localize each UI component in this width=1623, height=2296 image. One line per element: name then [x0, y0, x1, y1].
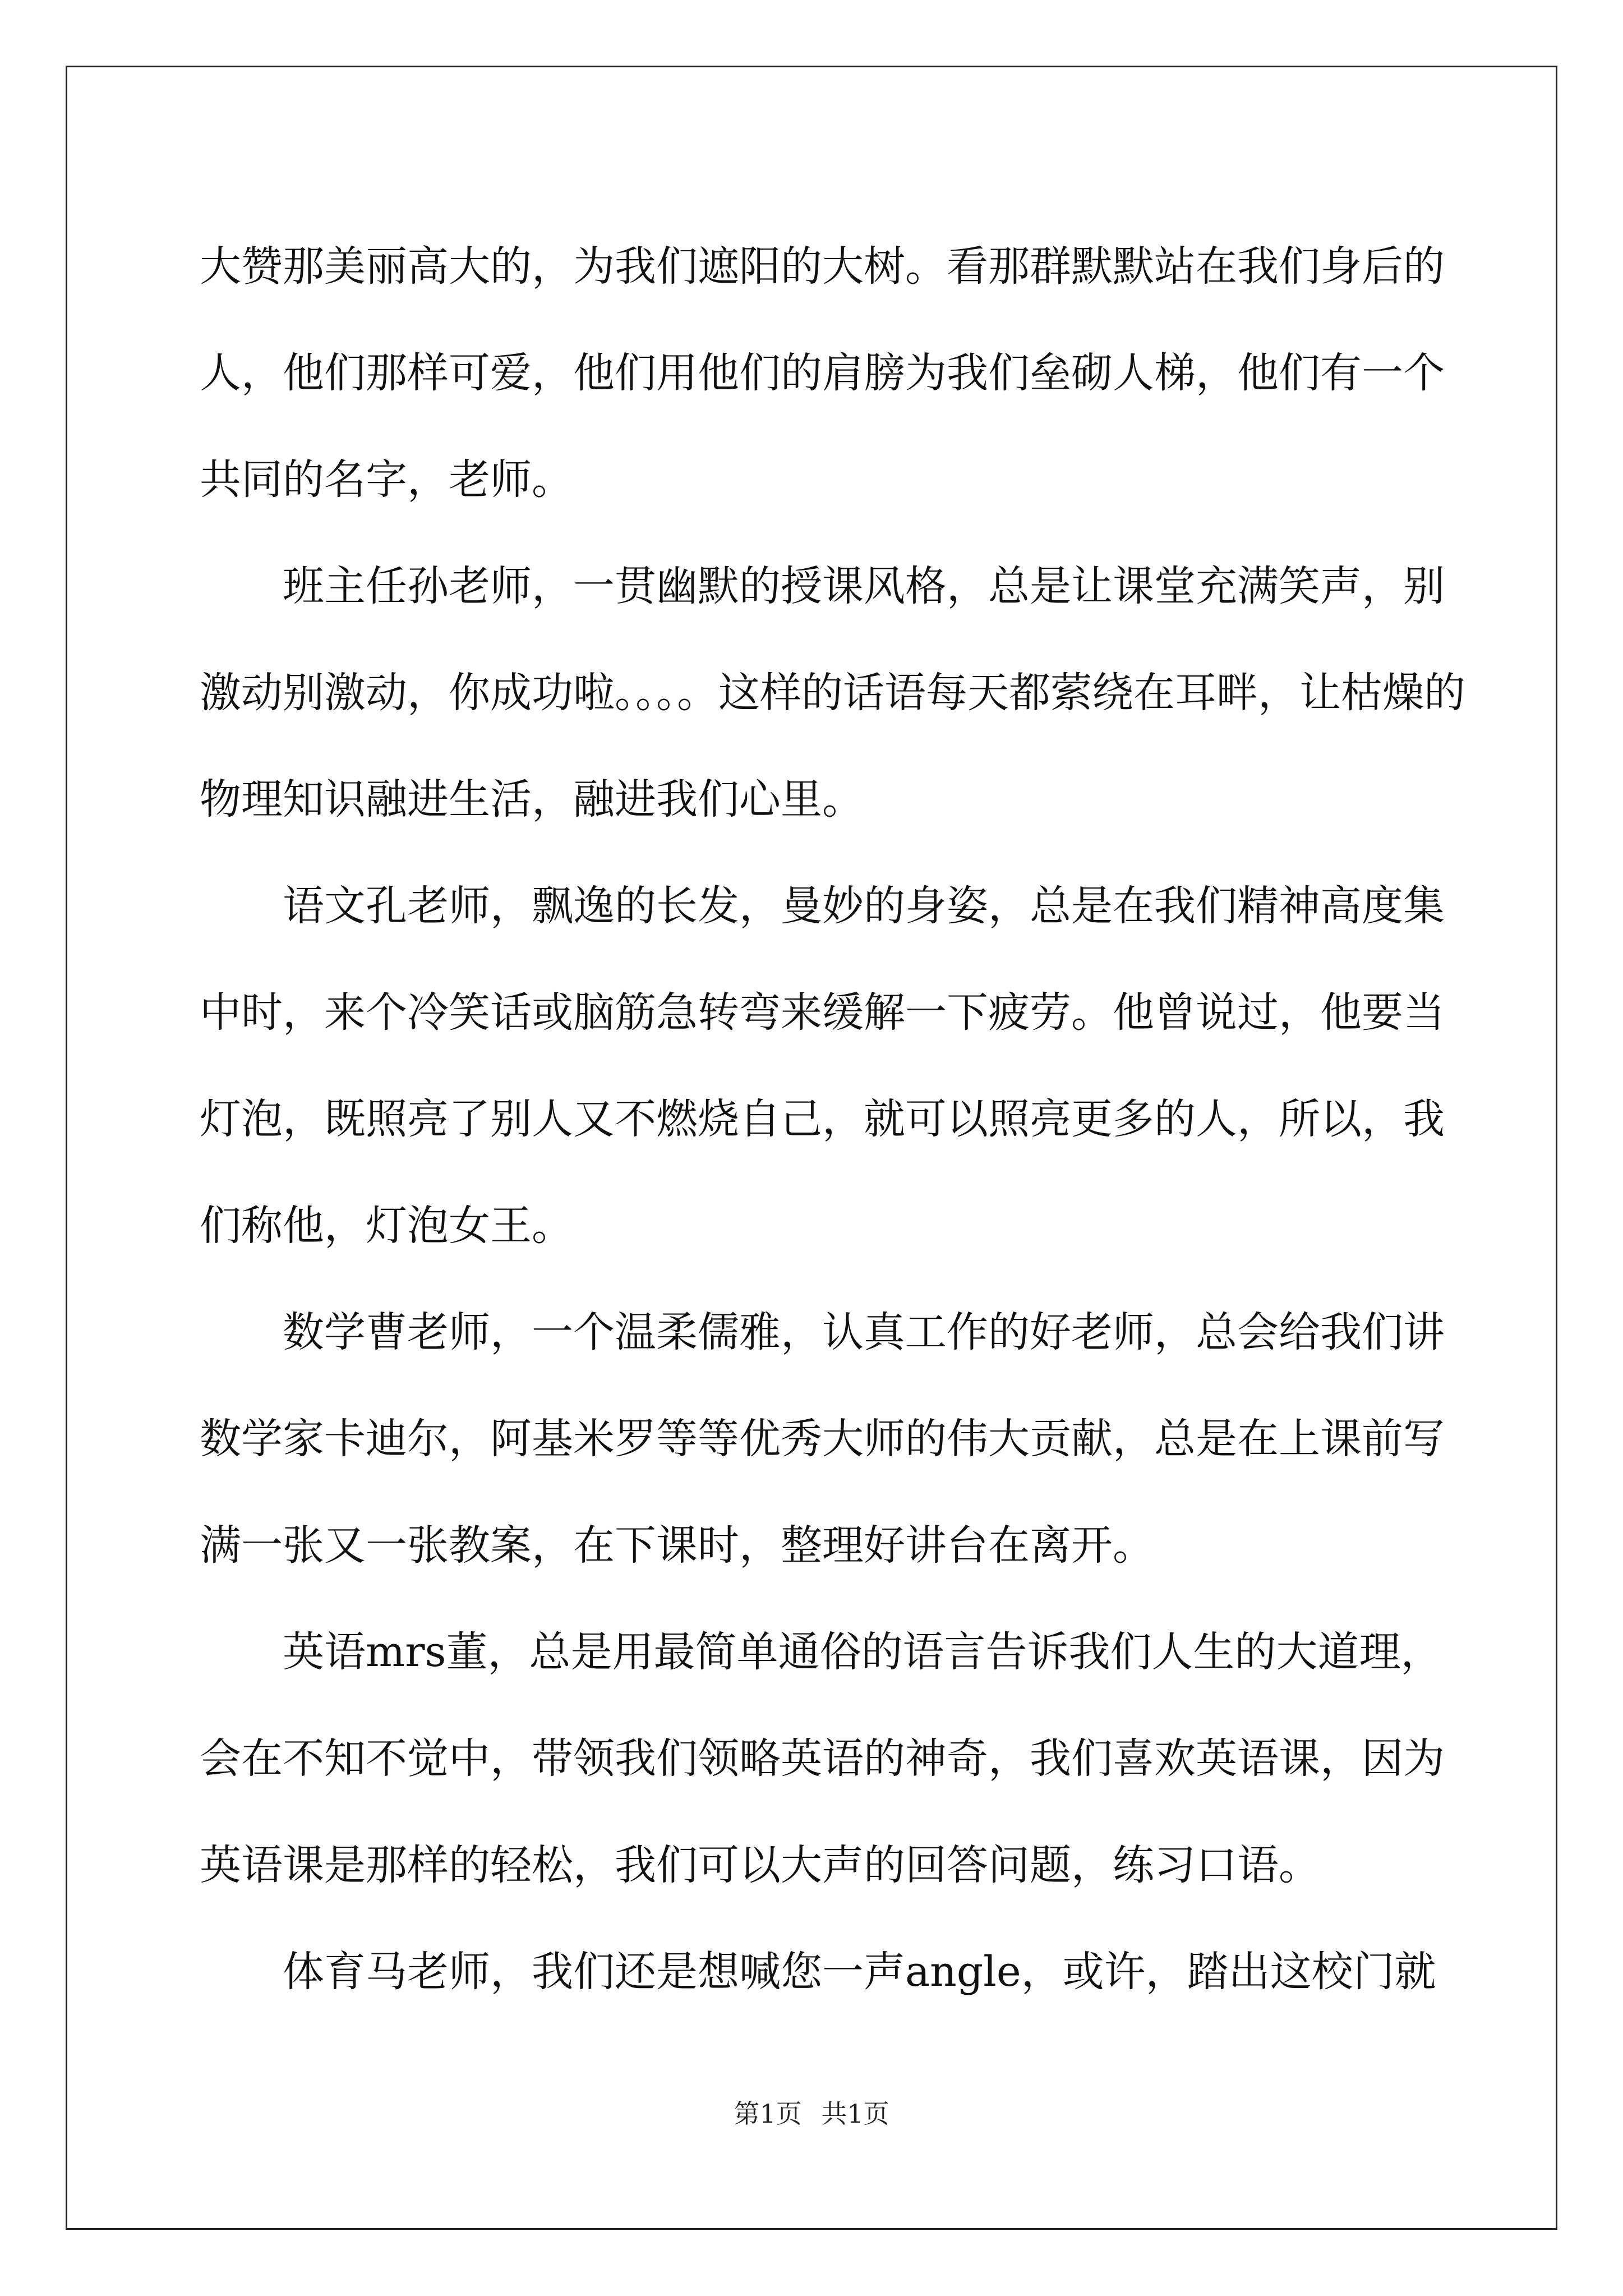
text-line: 英语课是那样的轻松，我们可以大声的回答问题，练习口语。: [200, 1841, 1320, 1889]
text-line: 会在不知不觉中，带领我们领略英语的神奇，我们喜欢英语课，因为: [200, 1734, 1445, 1783]
text-line: 大赞那美丽高大的，为我们遮阳的大树。看那群默默站在我们身后的: [200, 242, 1445, 291]
text-line: 中时，来个冷笑话或脑筋急转弯来缓解一下疲劳。他曾说过，他要当: [200, 988, 1445, 1037]
text-line: 满一张又一张教案，在下课时，整理好讲台在离开。: [200, 1521, 1154, 1570]
text-line: 班主任孙老师，一贯幽默的授课风格，总是让课堂充满笑声，别: [283, 562, 1445, 610]
text-line: 共同的名字，老师。: [200, 455, 573, 504]
page-footer: [0, 2097, 1623, 2131]
text-line: 们称他，灯泡女王。: [200, 1202, 573, 1250]
text-line: 英语mrs董，总是用最简单通俗的语言告诉我们人生的大道理，: [283, 1628, 1442, 1676]
page-number-total: 共1页: [821, 2099, 889, 2129]
page-number-current: 第1页: [734, 2099, 802, 2129]
text-line: 数学曹老师，一个温柔儒雅，认真工作的好老师，总会给我们讲: [283, 1308, 1445, 1356]
text-line: 数学家卡迪尔，阿基米罗等等优秀大师的伟大贡献，总是在上课前写: [200, 1415, 1445, 1463]
text-line: 语文孔老师，飘逸的长发，曼妙的身姿，总是在我们精神高度集: [283, 882, 1445, 930]
text-line: 物理知识融进生活，融进我们心里。: [200, 775, 864, 823]
text-line: 激动别激动，你成功啦。。。。这样的话语每天都萦绕在耳畔，让枯燥的: [200, 669, 1465, 717]
text-line: 体育马老师，我们还是想喊您一声angle，或许，踏出这校门就: [283, 1948, 1436, 1996]
document-body: [200, 213, 1465, 2025]
text-line: 灯泡，既照亮了别人又不燃烧自己，就可以照亮更多的人，所以，我: [200, 1095, 1445, 1143]
text-line: 人，他们那样可爱，他们用他们的肩膀为我们垒砌人梯，他们有一个: [200, 349, 1445, 397]
